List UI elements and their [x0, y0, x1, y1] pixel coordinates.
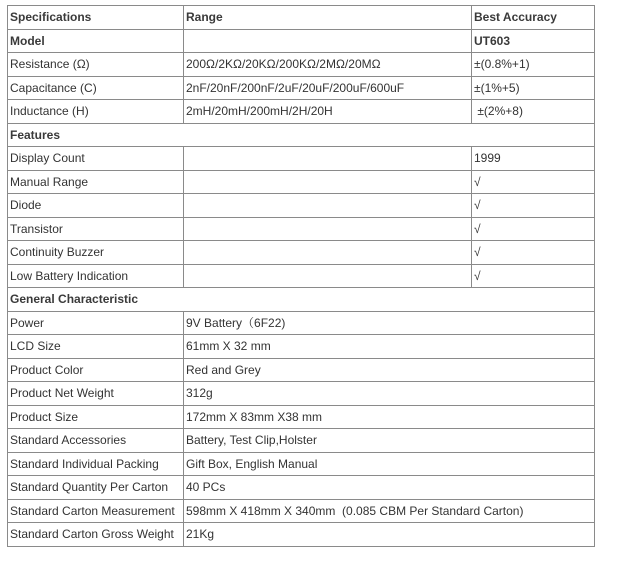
- feature-range: [184, 194, 472, 218]
- header-best-accuracy: Best Accuracy: [472, 6, 595, 30]
- table-row: [8, 147, 595, 171]
- feature-label: Display Count: [8, 147, 184, 171]
- table-row: [8, 476, 595, 500]
- spec-label: Resistance (Ω): [8, 53, 184, 77]
- table-row: [8, 194, 595, 218]
- general-value: 312g: [184, 382, 595, 406]
- spec-range: 2mH/20mH/200mH/2H/20H: [184, 100, 472, 124]
- spec-accuracy: ±(1%+5): [472, 76, 595, 100]
- general-value: 21Kg: [184, 523, 595, 547]
- table-row: [8, 382, 595, 406]
- header-range: Range: [184, 6, 472, 30]
- table-row: [8, 264, 595, 288]
- features-section-row: [8, 123, 595, 147]
- spec-range: 2nF/20nF/200nF/2uF/20uF/200uF/600uF: [184, 76, 472, 100]
- feature-range: [184, 147, 472, 171]
- model-range: [184, 29, 472, 53]
- general-label: Standard Individual Packing: [8, 452, 184, 476]
- table-row: [8, 53, 595, 77]
- feature-check: √: [472, 264, 595, 288]
- table-row: [8, 452, 595, 476]
- general-value: 61mm X 32 mm: [184, 335, 595, 359]
- model-row: [8, 29, 595, 53]
- general-section-title: General Characteristic: [8, 288, 595, 312]
- feature-value: 1999: [472, 147, 595, 171]
- table-row: [8, 76, 595, 100]
- table-row: [8, 217, 595, 241]
- table-row: [8, 429, 595, 453]
- general-label: Standard Carton Measurement: [8, 499, 184, 523]
- feature-label: Low Battery Indication: [8, 264, 184, 288]
- general-value: 9V Battery（6F22): [184, 311, 595, 335]
- specifications-table: [7, 5, 595, 547]
- spec-range: 200Ω/2KΩ/20KΩ/200KΩ/2MΩ/20MΩ: [184, 53, 472, 77]
- general-label: LCD Size: [8, 335, 184, 359]
- table-row: [8, 170, 595, 194]
- spec-accuracy: ±(2%+8): [472, 100, 595, 124]
- general-label: Power: [8, 311, 184, 335]
- table-row: [8, 311, 595, 335]
- spec-label: Inductance (H): [8, 100, 184, 124]
- general-label: Product Size: [8, 405, 184, 429]
- general-value: 598mm X 418mm X 340mm (0.085 CBM Per Standard Carton): [184, 499, 595, 523]
- table-row: [8, 358, 595, 382]
- table-row: [8, 335, 595, 359]
- spec-table-container: [7, 5, 595, 547]
- spec-accuracy: ±(0.8%+1): [472, 53, 595, 77]
- feature-label: Transistor: [8, 217, 184, 241]
- general-label: Standard Quantity Per Carton: [8, 476, 184, 500]
- table-row: [8, 241, 595, 265]
- feature-check: √: [472, 170, 595, 194]
- feature-check: √: [472, 217, 595, 241]
- table-row: [8, 405, 595, 429]
- general-label: Standard Accessories: [8, 429, 184, 453]
- feature-range: [184, 170, 472, 194]
- general-value: 172mm X 83mm X38 mm: [184, 405, 595, 429]
- general-value: 40 PCs: [184, 476, 595, 500]
- model-value: UT603: [472, 29, 595, 53]
- general-label: Product Net Weight: [8, 382, 184, 406]
- general-label: Standard Carton Gross Weight: [8, 523, 184, 547]
- feature-check: √: [472, 194, 595, 218]
- spec-label: Capacitance (C): [8, 76, 184, 100]
- table-header-row: [8, 6, 595, 30]
- features-section-title: Features: [8, 123, 595, 147]
- feature-label: Diode: [8, 194, 184, 218]
- general-value: Red and Grey: [184, 358, 595, 382]
- header-specifications: Specifications: [8, 6, 184, 30]
- feature-range: [184, 264, 472, 288]
- general-label: Product Color: [8, 358, 184, 382]
- feature-check: √: [472, 241, 595, 265]
- general-value: Battery, Test Clip,Holster: [184, 429, 595, 453]
- feature-range: [184, 217, 472, 241]
- feature-range: [184, 241, 472, 265]
- feature-label: Manual Range: [8, 170, 184, 194]
- model-label: Model: [8, 29, 184, 53]
- table-row: [8, 100, 595, 124]
- table-row: [8, 523, 595, 547]
- general-section-row: [8, 288, 595, 312]
- general-value: Gift Box, English Manual: [184, 452, 595, 476]
- table-row: [8, 499, 595, 523]
- feature-label: Continuity Buzzer: [8, 241, 184, 265]
